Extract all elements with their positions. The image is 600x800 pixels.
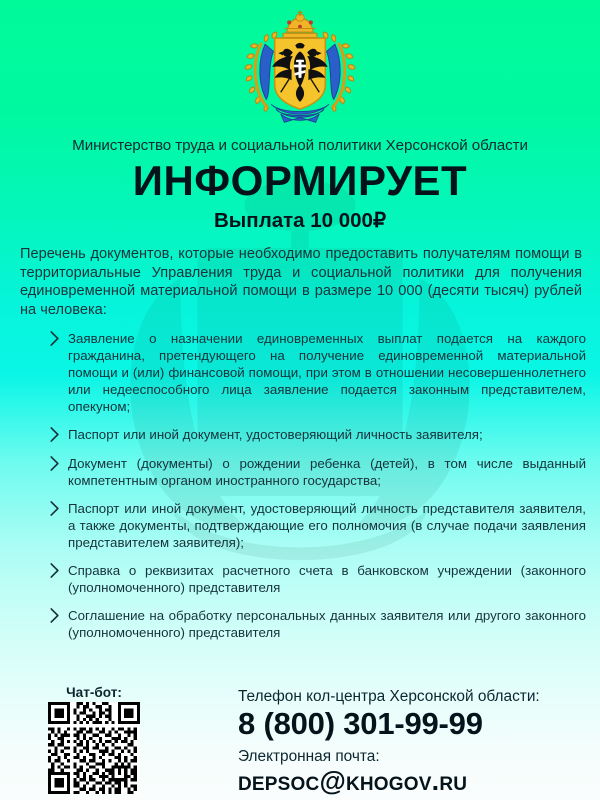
chevron-right-icon <box>48 426 62 443</box>
qr-code-chatbot[interactable] <box>48 702 140 794</box>
chevron-right-icon <box>48 330 62 347</box>
list-item-text: Справка о реквизитах расчетного счета в банковском учреждении (законного (уполномоченного) представителя <box>68 562 586 596</box>
list-item-text: Паспорт или иной документ, удостоверяющий личность представителя заявителя, а также документы, подтверждающие его полномочия (в случае подачи заявления представителем заявителя); <box>68 500 586 550</box>
list-item-text: Заявление о назначении единовременных выплат подается на каждого гражданина, претендующего на получение единовременной материальной помощи и (или) финансовой помощи, при этом в отношении несовершеннолетнего или недееспособного лица заявление подается законным представителем, опекуном; <box>68 331 586 415</box>
chevron-right-icon <box>48 607 62 624</box>
contact-block <box>238 688 590 796</box>
page-title: ИНФОРМИРУЕТ <box>132 157 468 204</box>
emblem-container <box>0 0 600 131</box>
list-item <box>52 455 586 489</box>
chevron-right-icon <box>48 562 62 579</box>
footer <box>0 682 600 800</box>
list-item <box>52 500 586 551</box>
chevron-right-icon <box>48 500 62 517</box>
ministry-title: Министерство труда и социальной политики Херсонской области <box>72 137 528 154</box>
list-item-text: Документ (документы) о рождении ребенка (детей), в том числе выданный компетентным органом иностранного государства; <box>68 455 586 488</box>
list-item <box>52 562 586 596</box>
list-item-text: Соглашение на обработку персональных данных заявителя или другого законного (уполномоченного) представителя <box>68 608 586 641</box>
chevron-right-icon <box>48 455 62 472</box>
intro-paragraph: Перечень документов, которые необходимо предоставить получателям помощи в территориальные Управления труда и социальной политики для получения единовременной материальной помощи в размере 10 000 (десяти тысяч) рублей на человека: <box>20 245 582 319</box>
chatbot-block <box>44 685 144 794</box>
list-item <box>52 426 586 443</box>
phone-label: Телефон кол-центра Херсонской области: <box>238 688 540 706</box>
coat-of-arms-icon <box>239 8 361 126</box>
email-label: Электронная почта: <box>238 748 380 766</box>
payment-subtitle: Выплата 10 000₽ <box>214 208 386 232</box>
list-item <box>52 330 586 415</box>
document-list <box>52 330 586 641</box>
contact-email[interactable]: depsoc@khogov.ru <box>238 765 468 796</box>
list-item <box>52 607 586 641</box>
chatbot-label: Чат-бот: <box>66 685 122 700</box>
list-item-text: Паспорт или иной документ, удостоверяющий личность заявителя; <box>68 427 483 443</box>
call-center-phone[interactable]: 8 (800) 301-99-99 <box>238 705 483 741</box>
